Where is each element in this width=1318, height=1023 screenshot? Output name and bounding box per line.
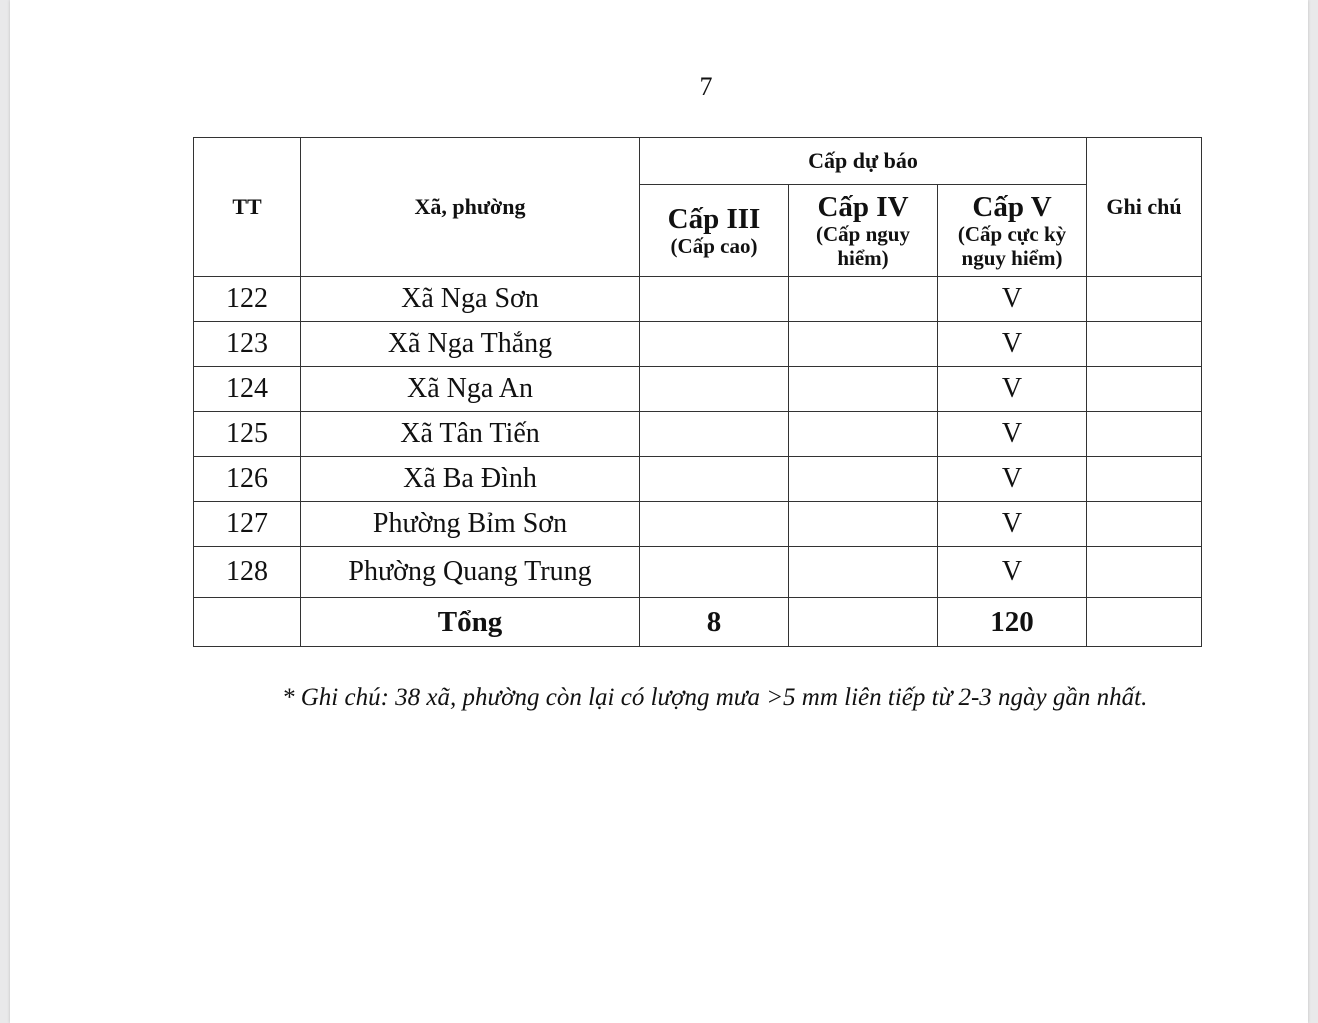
cell-level-5: V [938,367,1087,412]
header-level-3-sub: (Cấp cao) [670,233,758,258]
cell-tt: 127 [194,502,301,547]
cell-note [1087,412,1202,457]
cell-level-3 [640,277,789,322]
total-row [194,598,1202,647]
cell-note [1087,457,1202,502]
total-level-5: 120 [938,598,1087,647]
cell-tt: 124 [194,367,301,412]
header-tt: TT [194,138,301,277]
cell-level-5: V [938,277,1087,322]
cell-tt: 125 [194,412,301,457]
table-row [194,502,1202,547]
cell-name: Xã Nga Sơn [301,277,640,322]
cell-level-4 [789,547,938,598]
cell-level-4 [789,502,938,547]
header-level-4-label: Cấp IV [817,190,909,223]
cell-level-3 [640,457,789,502]
header-name: Xã, phường [301,138,640,277]
cell-level-3 [640,547,789,598]
cell-name: Phường Quang Trung [301,547,640,598]
cell-tt: 126 [194,457,301,502]
forecast-table [193,137,1202,647]
cell-level-4 [789,412,938,457]
header-forecast-level: Cấp dự báo [640,138,1087,185]
table-row [194,367,1202,412]
cell-note [1087,367,1202,412]
total-cell-note [1087,598,1202,647]
table-row [194,457,1202,502]
cell-level-5: V [938,547,1087,598]
cell-level-3 [640,412,789,457]
total-cell-tt [194,598,301,647]
table-row [194,412,1202,457]
cell-level-5: V [938,457,1087,502]
total-level-3: 8 [640,598,789,647]
cell-note [1087,322,1202,367]
header-note: Ghi chú [1087,138,1202,277]
cell-level-4 [789,322,938,367]
cell-level-5: V [938,322,1087,367]
cell-level-5: V [938,502,1087,547]
footnote: * Ghi chú: 38 xã, phường còn lại có lượng mưa >5 mm liên tiếp từ 2-3 ngày gần nhất. [282,684,1148,711]
cell-level-3 [640,322,789,367]
cell-note [1087,502,1202,547]
cell-tt: 123 [194,322,301,367]
cell-level-5: V [938,412,1087,457]
header-level-4-sub: (Cấp nguy hiểm) [816,221,910,270]
header-level-3 [640,185,789,277]
total-level-4 [789,598,938,647]
total-label: Tổng [301,598,640,647]
header-level-5-label: Cấp V [972,190,1052,223]
header-level-5-sub: (Cấp cực kỳ nguy hiểm) [957,221,1067,270]
cell-tt: 128 [194,547,301,598]
table-row [194,547,1202,598]
document-page [10,0,1308,1023]
page-number: 7 [699,72,713,101]
header-level-5 [938,185,1087,277]
cell-name: Xã Tân Tiến [301,412,640,457]
table-row [194,322,1202,367]
header-level-3-label: Cấp III [667,202,761,235]
cell-name: Phường Bỉm Sơn [301,502,640,547]
cell-level-3 [640,502,789,547]
cell-note [1087,547,1202,598]
cell-level-4 [789,277,938,322]
cell-name: Xã Nga An [301,367,640,412]
cell-tt: 122 [194,277,301,322]
cell-level-3 [640,367,789,412]
cell-name: Xã Ba Đình [301,457,640,502]
header-level-4 [789,185,938,277]
cell-level-4 [789,457,938,502]
cell-level-4 [789,367,938,412]
table-row [194,277,1202,322]
cell-note [1087,277,1202,322]
cell-name: Xã Nga Thắng [301,322,640,367]
